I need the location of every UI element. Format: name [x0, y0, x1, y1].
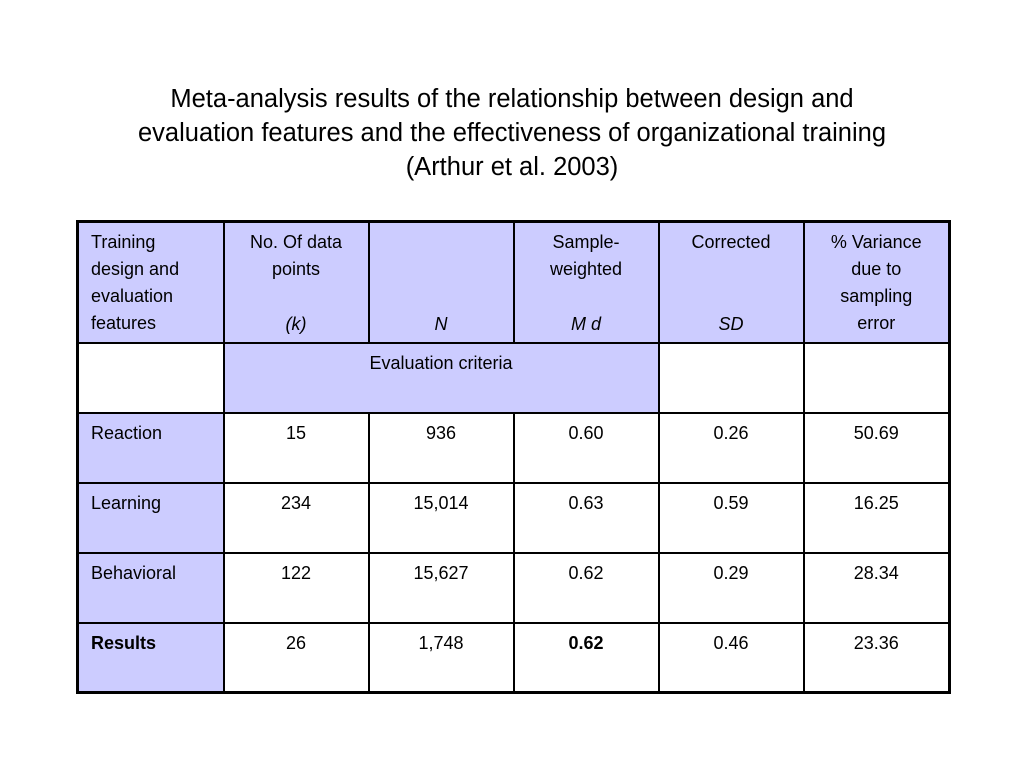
- header-training-features-line: design and: [91, 259, 180, 279]
- header-corrected-line: Corrected: [691, 232, 771, 252]
- slide-title: [0, 82, 1024, 184]
- cell-n: 936: [369, 413, 514, 483]
- row-label-results: Results: [78, 623, 224, 693]
- header-n: [369, 222, 514, 343]
- cell-n: 15,014: [369, 483, 514, 553]
- cell-k: 122: [224, 553, 369, 623]
- header-variance-line: due to: [851, 259, 902, 279]
- cell-variance: 50.69: [804, 413, 950, 483]
- row-label-learning: Learning: [78, 483, 224, 553]
- cell-variance: 23.36: [804, 623, 950, 693]
- table-row: [78, 623, 950, 693]
- group-empty-cell: [659, 343, 804, 413]
- header-data-points-symbol: (k): [285, 313, 307, 334]
- header-data-points-line: No. Of data: [249, 232, 343, 252]
- meta-analysis-table: [76, 220, 951, 694]
- group-empty-cell: [78, 343, 224, 413]
- title-line-3: (Arthur et al. 2003): [405, 153, 619, 181]
- cell-md: 0.62: [514, 623, 659, 693]
- title-line-1: Meta-analysis results of the relationship between design and: [170, 85, 854, 113]
- title-line-2: evaluation features and the effectiveness of organizational training: [137, 119, 887, 147]
- group-empty-cell: [804, 343, 950, 413]
- header-data-points-line: points: [271, 259, 321, 279]
- cell-sd: 0.46: [659, 623, 804, 693]
- cell-variance: 28.34: [804, 553, 950, 623]
- cell-k: 26: [224, 623, 369, 693]
- cell-md: 0.60: [514, 413, 659, 483]
- header-sample-weighted-line: Sample-: [552, 232, 620, 252]
- table-row: [78, 413, 950, 483]
- cell-sd: 0.59: [659, 483, 804, 553]
- header-training-features-line: features: [91, 313, 157, 333]
- cell-md: 0.63: [514, 483, 659, 553]
- cell-n: 1,748: [369, 623, 514, 693]
- cell-md: 0.62: [514, 553, 659, 623]
- group-label-evaluation-criteria: Evaluation criteria: [224, 343, 659, 413]
- group-row: [78, 343, 950, 413]
- header-variance-line: sampling: [840, 286, 913, 306]
- header-corrected: [659, 222, 804, 343]
- header-n-symbol: N: [434, 313, 448, 334]
- cell-k: 15: [224, 413, 369, 483]
- cell-sd: 0.29: [659, 553, 804, 623]
- table-row: [78, 553, 950, 623]
- header-training-features-line: Training: [91, 232, 156, 252]
- header-variance: [804, 222, 950, 343]
- header-training-features-line: evaluation: [91, 286, 174, 306]
- table-row: [78, 483, 950, 553]
- cell-n: 15,627: [369, 553, 514, 623]
- header-data-points: [224, 222, 369, 343]
- cell-variance: 16.25: [804, 483, 950, 553]
- header-sample-weighted-symbol: M d: [570, 313, 601, 334]
- cell-k: 234: [224, 483, 369, 553]
- row-label-reaction: Reaction: [78, 413, 224, 483]
- cell-sd: 0.26: [659, 413, 804, 483]
- header-sample-weighted: [514, 222, 659, 343]
- header-corrected-symbol: SD: [718, 313, 744, 334]
- header-variance-line: % Variance: [830, 232, 922, 252]
- header-row: [78, 222, 950, 343]
- header-sample-weighted-line: weighted: [549, 259, 623, 279]
- header-training-features: [78, 222, 224, 343]
- row-label-behavioral: Behavioral: [78, 553, 224, 623]
- header-variance-line: error: [857, 313, 896, 333]
